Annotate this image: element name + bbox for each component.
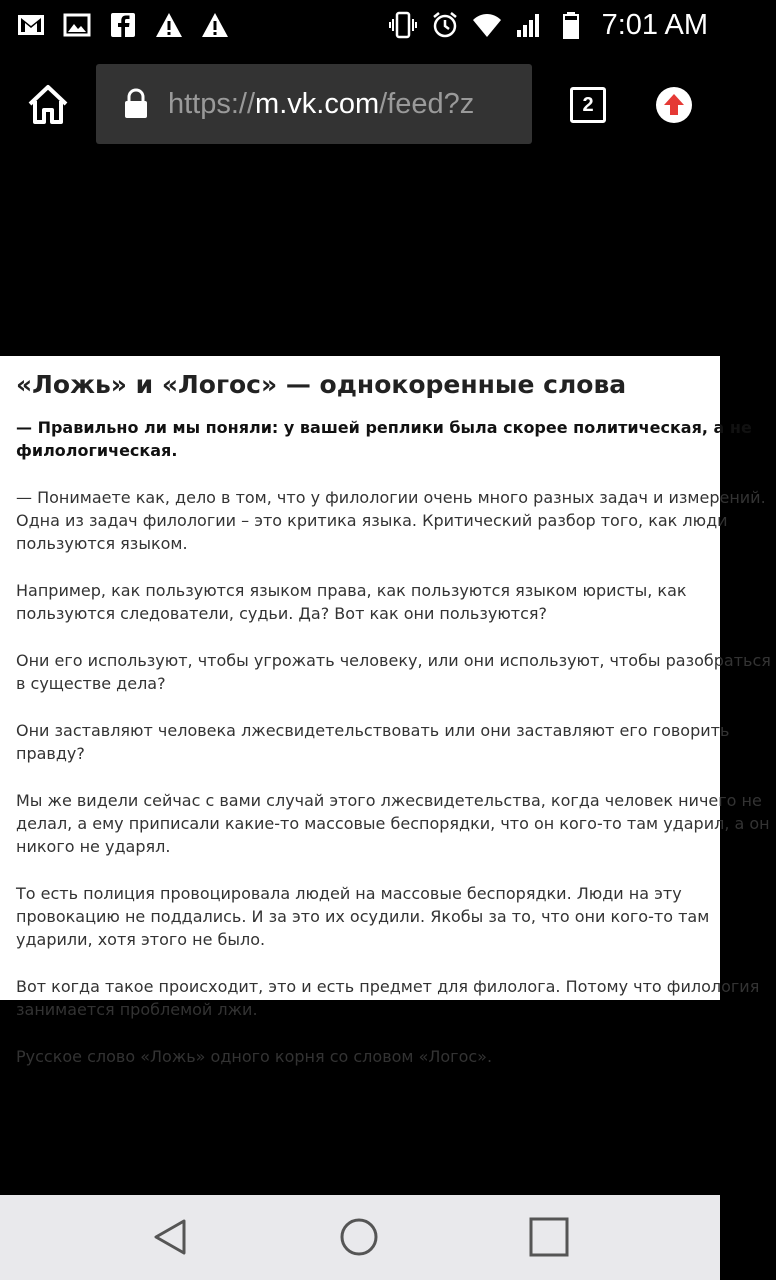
system-icons xyxy=(388,9,708,42)
gallery-icon xyxy=(62,10,92,40)
article-paragraph: Они его используют, чтобы угрожать человеку, или они используют, чтобы разобраться в существе дела? xyxy=(16,651,771,693)
notification-icons xyxy=(16,10,230,40)
clock: 7:01 AM xyxy=(601,8,708,41)
back-icon xyxy=(148,1215,192,1259)
recents-button[interactable] xyxy=(527,1215,571,1259)
url-host: m.vk.com xyxy=(255,87,380,120)
recents-icon xyxy=(527,1215,571,1259)
home-nav-button[interactable] xyxy=(337,1215,381,1259)
gmail-icon xyxy=(16,10,46,40)
address-bar[interactable] xyxy=(96,64,532,144)
back-button[interactable] xyxy=(148,1215,192,1259)
warning-icon xyxy=(200,10,230,40)
vibrate-icon xyxy=(388,10,418,40)
tab-switcher-button[interactable]: 2 xyxy=(570,87,606,123)
signal-icon xyxy=(514,10,544,40)
url-scheme: https:// xyxy=(168,87,256,120)
url-text xyxy=(168,88,474,121)
lock-icon xyxy=(122,88,150,120)
home-circle-icon xyxy=(337,1215,381,1259)
article-paragraph: Вот когда такое происходит, это и есть предмет для филолога. Потому что филология занимается проблемой лжи. xyxy=(16,977,760,1019)
article-paragraph: Например, как пользуются языком права, как пользуются языком юристы, как пользуются следователи, судьи. Да? Вот как они пользуются? xyxy=(16,581,687,623)
article-paragraph: — Понимаете как, дело в том, что у филологии очень много разных задач и измерений. Одна из задач филологии – это критика языка. Критический разбор того, как люди пользуются языком. xyxy=(16,488,766,553)
system-nav-bar xyxy=(0,1195,720,1280)
article-image xyxy=(0,356,771,1066)
update-button[interactable] xyxy=(655,86,693,124)
browser-toolbar xyxy=(0,50,720,160)
article-paragraph: Русское слово «Ложь» одного корня со словом «Логос». xyxy=(16,1047,493,1066)
home-button[interactable] xyxy=(24,80,72,128)
article-title: «Ложь» и «Логос» — однокоренные слова xyxy=(16,370,627,399)
facebook-icon xyxy=(108,10,138,40)
status-bar xyxy=(0,0,720,50)
wifi-icon xyxy=(472,10,502,40)
url-path: /feed?z xyxy=(379,87,475,120)
article-paragraph: Они заставляют человека лжесвидетельствовать или они заставляют его говорить правду? xyxy=(16,721,730,763)
battery-icon xyxy=(556,10,586,40)
update-icon xyxy=(655,86,693,124)
article-paragraph: Мы же видели сейчас с вами случай этого лжесвидетельства, когда человек ничего не делал, а ему приписали какие-то массовые беспорядки, что он кого-то там ударил, а он никого не ударял. xyxy=(16,791,770,856)
warning-icon xyxy=(154,10,184,40)
article-question: — Правильно ли мы поняли: у вашей реплики была скорее политическая, а не филологическая. xyxy=(16,418,752,460)
alarm-icon xyxy=(430,10,460,40)
article-paragraph: То есть полиция провоцировала людей на массовые беспорядки. Люди на эту провокацию не поддались. И за это их осудили. Якобы за то, что они кого-то там ударили, хотя этого не было. xyxy=(16,884,710,949)
home-icon xyxy=(24,80,72,128)
